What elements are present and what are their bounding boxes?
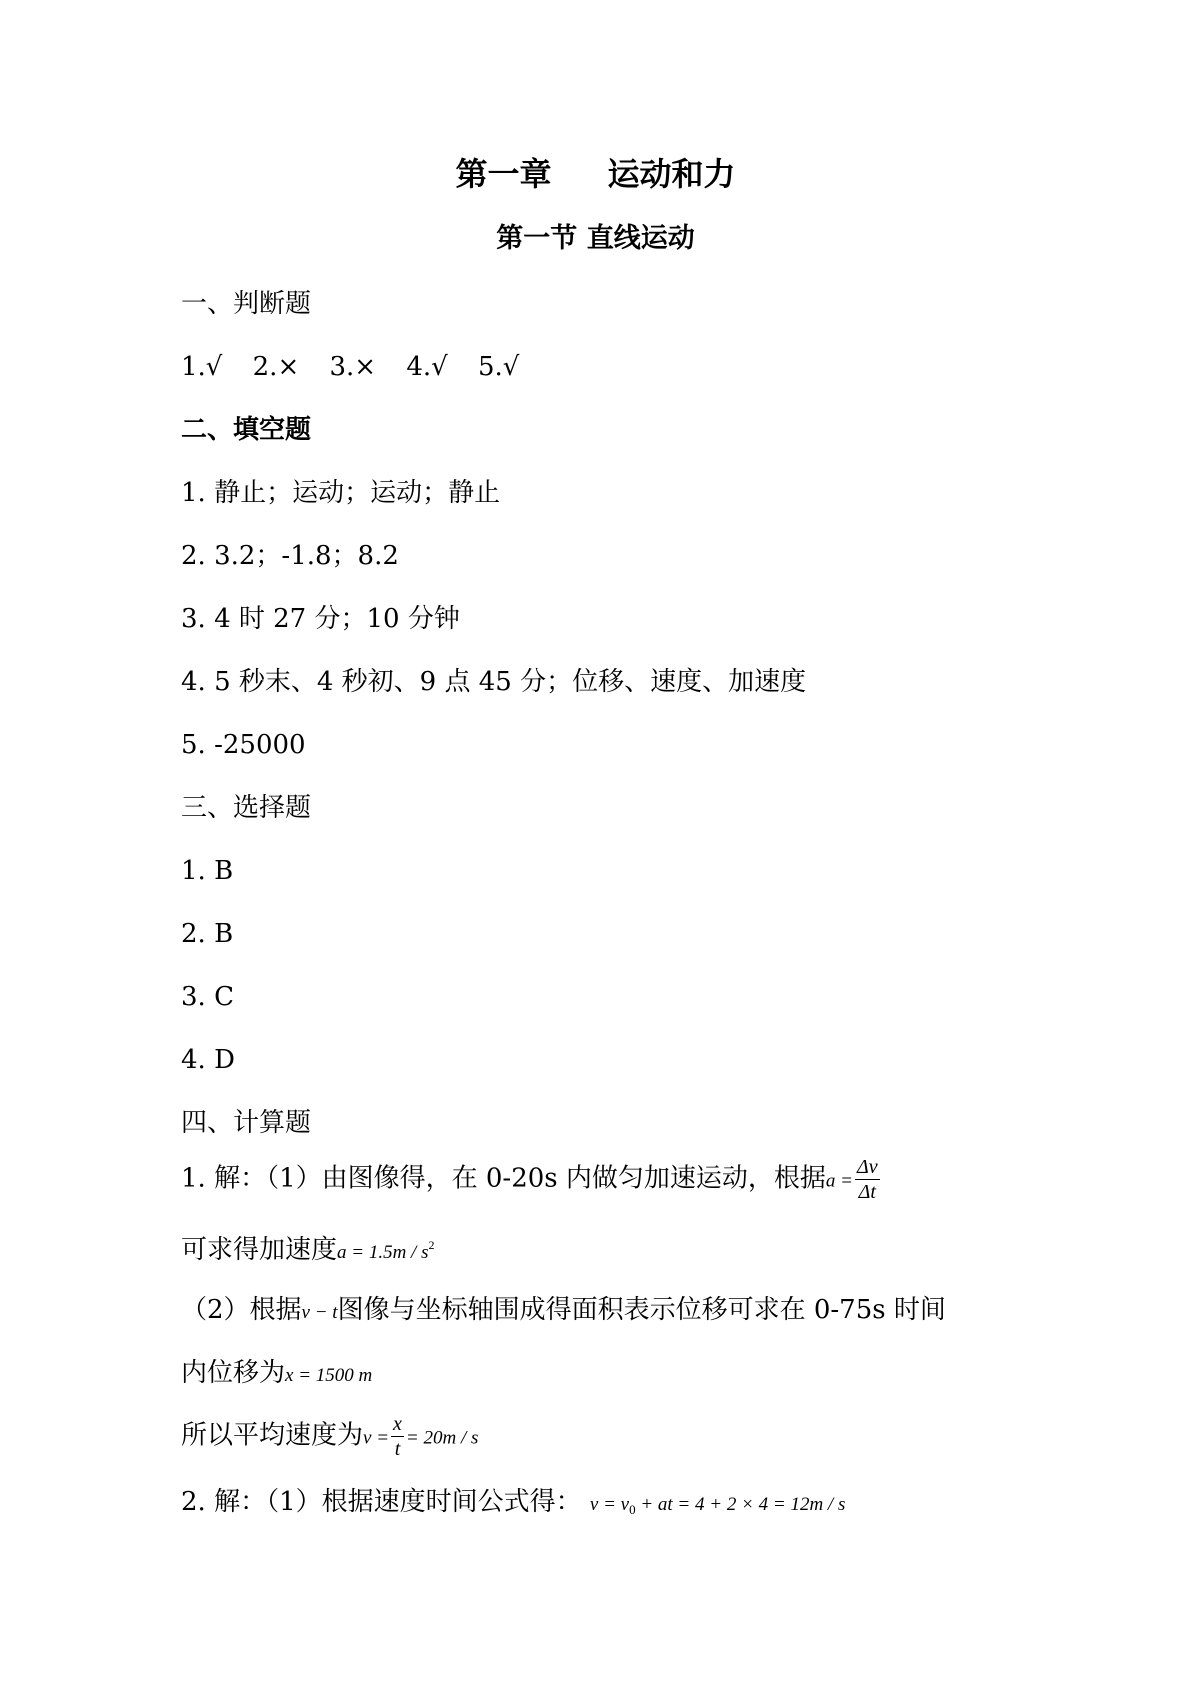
calc-q1-text: 所以平均速度为	[181, 1420, 364, 1451]
formula-velocity-rest: + at = 4 + 2 × 4 = 12m / s	[635, 1494, 846, 1515]
calc-q1-text: 1. 解：（1）由图像得，在 0-20s 内做匀加速运动，根据	[181, 1163, 826, 1194]
fill-answer: 2. 3.2；-1.8；8.2	[181, 541, 399, 571]
choice-answer: 1. B	[181, 856, 234, 886]
choice-answer: 4. D	[181, 1045, 235, 1075]
chapter-title	[0, 156, 1191, 192]
fraction	[391, 1412, 404, 1461]
formula-exponent: 2	[428, 1238, 435, 1252]
fill-answer: 4. 5 秒末、4 秒初、9 点 45 分；位移、速度、加速度	[181, 667, 807, 697]
chapter-name: 运动和力	[607, 155, 736, 193]
calc-q1-text: 图像与坐标轴围成得面积表示位移可求在 0-75s 时间	[337, 1295, 946, 1325]
calc-q1-text: （2）根据	[181, 1295, 302, 1325]
part2-heading: 二、填空题	[181, 415, 312, 445]
calc-q2-line1	[181, 1484, 845, 1528]
calc-q1-line4	[181, 1355, 372, 1394]
fraction	[855, 1155, 880, 1204]
calc-q1-line1	[181, 1155, 882, 1204]
part3-heading: 三、选择题	[181, 793, 312, 823]
fraction-denominator: t	[394, 1438, 401, 1460]
calc-q1-text: 内位移为	[181, 1358, 286, 1388]
tf-answer: 4.√	[406, 352, 448, 382]
tf-answer: 5.√	[478, 352, 520, 382]
calc-q1-line3	[181, 1292, 946, 1331]
choice-answer: 3. C	[181, 982, 234, 1012]
tf-answer: 1.√	[181, 352, 223, 382]
fill-answer: 5. -25000	[181, 730, 306, 760]
calc-q2-text: 2. 解：（1）根据速度时间公式得：	[181, 1487, 582, 1517]
formula-subscript: 0	[629, 1502, 636, 1517]
part4-heading: 四、计算题	[181, 1108, 312, 1138]
tf-answer: 3.×	[329, 352, 377, 382]
calc-q1-line5	[181, 1412, 478, 1461]
choice-answer: 2. B	[181, 919, 234, 949]
formula-lhs: v =	[363, 1427, 390, 1449]
section-title: 第一节 直线运动	[496, 223, 695, 254]
formula-lhs: a =	[825, 1170, 853, 1192]
true-false-answers	[181, 349, 541, 385]
part1-heading: 一、判断题	[181, 289, 312, 319]
chapter-number: 第一章	[455, 155, 552, 193]
fill-answer: 3. 4 时 27 分；10 分钟	[181, 604, 460, 634]
formula-rhs: = 20m / s	[405, 1427, 479, 1449]
formula-acceleration: a = 1.5m / s	[337, 1242, 429, 1263]
fraction-denominator: Δt	[858, 1181, 876, 1203]
formula-displacement: x = 1500 m	[285, 1365, 373, 1386]
tf-answer: 2.×	[252, 352, 300, 382]
formula-vt: v − t	[301, 1302, 338, 1323]
fill-answer: 1. 静止；运动；运动；静止	[181, 478, 501, 508]
calc-q1-line2	[181, 1227, 434, 1271]
fraction-numerator: x	[393, 1413, 402, 1435]
calc-q1-text: 可求得加速度	[181, 1235, 338, 1265]
fraction-numerator: Δv	[856, 1156, 878, 1178]
formula-velocity: v = v	[589, 1494, 630, 1515]
